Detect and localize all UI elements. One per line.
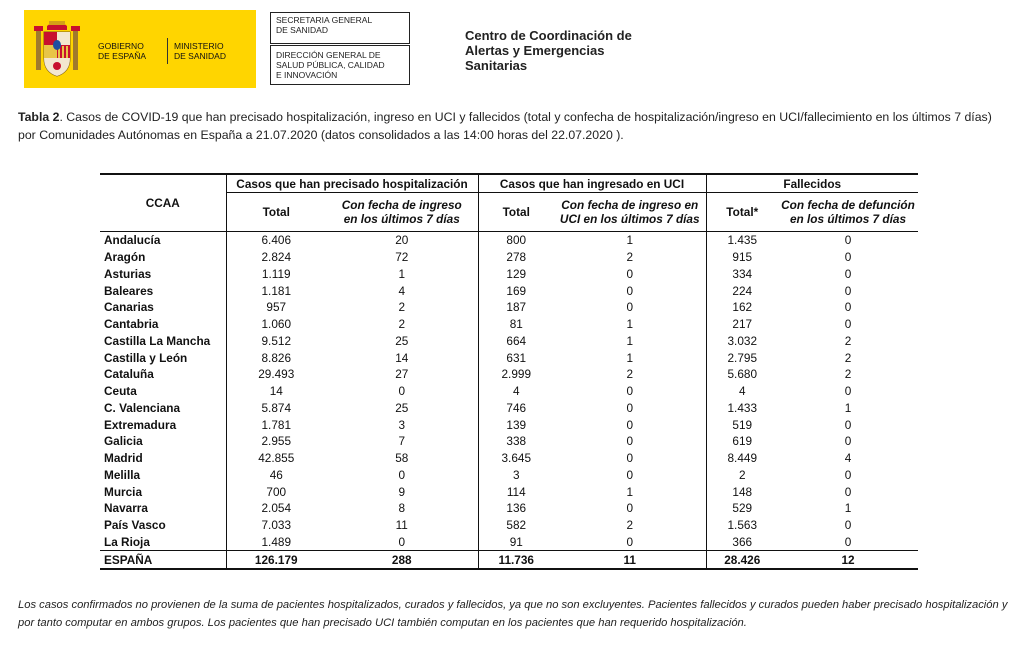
cell-deaths-7d: 0 <box>844 434 852 449</box>
cell-deaths-7d: 0 <box>844 317 852 332</box>
cell-deaths-total: 2.795 <box>706 349 778 366</box>
table-body <box>100 232 918 570</box>
direccion-line-2: SALUD PÚBLICA, CALIDAD <box>276 60 385 70</box>
cell-ccaa: Ceuta <box>104 384 137 399</box>
cell-hosp-7d: 58 <box>395 451 409 466</box>
center-title-line-2: Alertas y Emergencias <box>465 43 605 58</box>
cell-hosp-7d: 1 <box>398 266 406 281</box>
direccion-line-1: DIRECCIÓN GENERAL DE <box>276 50 381 60</box>
cell-hosp-7d: 20 <box>395 233 409 248</box>
table-row <box>100 500 918 517</box>
header-icu-7d-line-2: UCI en los últimos 7 días <box>559 212 700 226</box>
center-title-line-1: Centro de Coordinación de <box>465 28 632 43</box>
cell-deaths-total: 8.449 <box>706 450 778 467</box>
cell-hosp-7d: 0 <box>398 467 406 482</box>
government-logo <box>24 10 256 88</box>
cell-ccaa: Navarra <box>104 501 148 516</box>
cell-hosp-7d: 25 <box>395 333 409 348</box>
cell-deaths-7d: 0 <box>844 266 852 281</box>
cell-ccaa: Asturias <box>104 266 152 281</box>
cell-hosp-7d: 9 <box>398 484 406 499</box>
cell-icu-7d: 0 <box>626 417 634 432</box>
cell-ccaa: Aragón <box>104 250 146 265</box>
cell-ccaa: Extremadura <box>104 417 177 432</box>
cell-ccaa: Castilla La Mancha <box>104 333 211 348</box>
cell-hosp-7d: 27 <box>395 367 409 382</box>
header-hosp-total: Total <box>226 193 326 232</box>
cell-icu-total: 11.736 <box>478 551 554 570</box>
cell-hosp-total: 42.855 <box>226 450 326 467</box>
table-row <box>100 400 918 417</box>
table-row <box>100 349 918 366</box>
center-title <box>465 28 632 73</box>
cell-icu-total: 338 <box>478 433 554 450</box>
cell-deaths-total: 1.433 <box>706 400 778 417</box>
table-row <box>100 433 918 450</box>
cell-hosp-total: 6.406 <box>226 232 326 249</box>
direccion-line-3: E INNOVACIÓN <box>276 70 338 80</box>
cell-deaths-total: 915 <box>706 249 778 266</box>
cell-hosp-total: 5.874 <box>226 400 326 417</box>
cell-ccaa: Cantabria <box>104 317 159 332</box>
cell-hosp-total: 2.955 <box>226 433 326 450</box>
cell-ccaa: Murcia <box>104 484 143 499</box>
cell-deaths-7d: 2 <box>844 367 852 382</box>
cell-deaths-total: 5.680 <box>706 366 778 383</box>
total-row <box>100 551 918 570</box>
cell-deaths-total: 2 <box>706 467 778 484</box>
cell-hosp-7d: 4 <box>398 283 406 298</box>
cell-hosp-7d: 3 <box>398 417 406 432</box>
cell-deaths-total: 162 <box>706 299 778 316</box>
header-icu: Casos que han ingresado en UCI <box>478 174 706 193</box>
cell-icu-total: 800 <box>478 232 554 249</box>
footnote <box>18 596 1010 632</box>
cell-deaths-total: 148 <box>706 483 778 500</box>
ministry-label <box>174 41 226 61</box>
logo-divider <box>167 38 168 64</box>
cell-hosp-total: 7.033 <box>226 517 326 534</box>
cell-icu-total: 129 <box>478 266 554 283</box>
table-row <box>100 366 918 383</box>
caption-text-2: por Comunidades Autónomas en España a 21.07.2020 (datos consolidados a las 14:00 horas del 22.07.2020 ). <box>18 128 624 142</box>
cell-deaths-7d: 0 <box>844 467 852 482</box>
covid-table <box>100 173 918 570</box>
cell-deaths-7d: 0 <box>844 233 852 248</box>
cell-hosp-total: 1.060 <box>226 316 326 333</box>
cell-hosp-total: 1.181 <box>226 282 326 299</box>
cell-icu-total: 582 <box>478 517 554 534</box>
cell-hosp-total: 2.054 <box>226 500 326 517</box>
header-ccaa: CCAA <box>100 174 226 232</box>
cell-hosp-total: 126.179 <box>226 551 326 570</box>
gov-line-2: DE ESPAÑA <box>98 51 147 61</box>
cell-hosp-total: 8.826 <box>226 349 326 366</box>
ministry-line-2: DE SANIDAD <box>174 51 226 61</box>
cell-ccaa: ESPAÑA <box>100 551 226 570</box>
cell-deaths-7d: 1 <box>844 400 852 415</box>
secretaria-line-2: DE SANIDAD <box>276 25 328 35</box>
cell-icu-7d: 11 <box>554 551 706 570</box>
table-row <box>100 316 918 333</box>
cell-icu-7d: 0 <box>626 501 634 516</box>
cell-ccaa: Castilla y León <box>104 350 188 365</box>
table-row <box>100 416 918 433</box>
cell-icu-7d: 2 <box>626 250 634 265</box>
header-deaths-7d-line-1: Con fecha de defunción <box>781 198 915 212</box>
cell-icu-7d: 0 <box>626 534 634 549</box>
cell-deaths-7d: 4 <box>844 451 852 466</box>
direccion-box <box>270 45 410 85</box>
cell-icu-total: 81 <box>478 316 554 333</box>
gov-line-1: GOBIERNO <box>98 41 144 51</box>
cell-icu-7d: 0 <box>626 451 634 466</box>
cell-deaths-total: 334 <box>706 266 778 283</box>
table-row <box>100 483 918 500</box>
cell-icu-total: 3 <box>478 467 554 484</box>
header-deaths-7d-line-2: en los últimos 7 días <box>789 212 907 226</box>
cell-icu-7d: 0 <box>626 467 634 482</box>
header-icu-7d-line-1: Con fecha de ingreso en <box>561 198 699 212</box>
cell-hosp-7d: 0 <box>398 534 406 549</box>
header-hospitalization: Casos que han precisado hospitalización <box>226 174 478 193</box>
table-row <box>100 383 918 400</box>
cell-hosp-total: 1.119 <box>226 266 326 283</box>
cell-deaths-7d: 0 <box>844 417 852 432</box>
cell-icu-7d: 1 <box>626 233 634 248</box>
cell-ccaa: Andalucía <box>104 233 161 248</box>
cell-icu-7d: 0 <box>626 300 634 315</box>
cell-deaths-total: 366 <box>706 534 778 551</box>
cell-hosp-7d: 11 <box>395 518 408 533</box>
cell-hosp-total: 46 <box>226 467 326 484</box>
header-icu-total: Total <box>478 193 554 232</box>
secretaria-box <box>270 12 410 44</box>
cell-icu-7d: 1 <box>626 484 634 499</box>
cell-ccaa: Cataluña <box>104 367 154 382</box>
cell-icu-total: 278 <box>478 249 554 266</box>
cell-icu-total: 4 <box>478 383 554 400</box>
cell-ccaa: C. Valenciana <box>104 400 181 415</box>
cell-icu-7d: 0 <box>626 266 634 281</box>
cell-hosp-7d: 8 <box>398 501 406 516</box>
cell-hosp-7d: 288 <box>326 551 478 570</box>
cell-icu-total: 2.999 <box>478 366 554 383</box>
secretaria-line-1: SECRETARIA GENERAL <box>276 15 373 25</box>
cell-deaths-total: 28.426 <box>706 551 778 570</box>
cell-deaths-7d: 2 <box>844 350 852 365</box>
cell-ccaa: Galicia <box>104 434 143 449</box>
cell-icu-7d: 0 <box>626 434 634 449</box>
cell-deaths-total: 3.032 <box>706 333 778 350</box>
cell-hosp-7d: 14 <box>395 350 409 365</box>
cell-hosp-7d: 2 <box>398 317 406 332</box>
cell-hosp-total: 14 <box>226 383 326 400</box>
header-deaths-7d <box>778 193 918 232</box>
cell-deaths-total: 1.435 <box>706 232 778 249</box>
cell-icu-total: 187 <box>478 299 554 316</box>
header-hosp-7d-line-1: Con fecha de ingreso <box>341 198 462 212</box>
cell-icu-7d: 2 <box>626 518 634 533</box>
cell-icu-7d: 1 <box>626 317 634 332</box>
header-icu-7d <box>554 193 706 232</box>
cell-ccaa: Melilla <box>104 467 141 482</box>
table-row <box>100 249 918 266</box>
cell-hosp-total: 9.512 <box>226 333 326 350</box>
cell-hosp-7d: 72 <box>395 250 409 265</box>
cell-deaths-7d: 2 <box>844 333 852 348</box>
cell-hosp-total: 1.781 <box>226 416 326 433</box>
cell-icu-total: 91 <box>478 534 554 551</box>
header-hosp-7d-line-2: en los últimos 7 días <box>343 212 460 226</box>
cell-hosp-total: 29.493 <box>226 366 326 383</box>
caption-text-1: . Casos de COVID-19 que han precisado hospitalización, ingreso en UCI y fallecidos (total y confecha de hospitalización/ingreso en UCI/fallecimiento en los últimos 7 días) <box>59 110 992 124</box>
cell-deaths-7d: 0 <box>844 250 852 265</box>
cell-icu-total: 136 <box>478 500 554 517</box>
cell-deaths-total: 619 <box>706 433 778 450</box>
cell-deaths-7d: 0 <box>844 300 852 315</box>
cell-icu-total: 139 <box>478 416 554 433</box>
cell-hosp-total: 700 <box>226 483 326 500</box>
cell-icu-total: 169 <box>478 282 554 299</box>
cell-hosp-7d: 25 <box>395 400 409 415</box>
cell-ccaa: Madrid <box>104 451 143 466</box>
government-label <box>98 41 146 61</box>
cell-deaths-total: 217 <box>706 316 778 333</box>
footnote-line-2: por tanto computar en ambos grupos. Los pacientes que han precisado UCI también computan en los pacientes que han requerido hospitalización. <box>18 617 747 629</box>
center-title-line-3: Sanitarias <box>465 58 528 73</box>
cell-deaths-total: 519 <box>706 416 778 433</box>
cell-deaths-total: 529 <box>706 500 778 517</box>
table-row <box>100 333 918 350</box>
footnote-line-1: Los casos confirmados no provienen de la suma de pacientes hospitalizados, curados y fallecidos, ya que no son excluyentes. Pacientes fallecidos y curados pueden haber precisado hospitalización y <box>18 599 1008 611</box>
cell-deaths-7d: 12 <box>778 551 918 570</box>
table-row <box>100 266 918 283</box>
cell-deaths-total: 4 <box>706 383 778 400</box>
cell-deaths-7d: 0 <box>844 534 852 549</box>
table-row <box>100 534 918 551</box>
cell-deaths-7d: 0 <box>844 384 852 399</box>
cell-deaths-7d: 0 <box>844 283 852 298</box>
cell-icu-7d: 0 <box>626 384 634 399</box>
cell-icu-7d: 1 <box>626 333 634 348</box>
table-row <box>100 517 918 534</box>
cell-hosp-7d: 2 <box>398 300 406 315</box>
cell-icu-total: 114 <box>478 483 554 500</box>
table-row <box>100 282 918 299</box>
cell-hosp-total: 1.489 <box>226 534 326 551</box>
cell-icu-total: 3.645 <box>478 450 554 467</box>
cell-icu-total: 631 <box>478 349 554 366</box>
cell-ccaa: La Rioja <box>104 534 150 549</box>
coat-of-arms-icon <box>34 18 80 80</box>
cell-icu-7d: 0 <box>626 283 634 298</box>
cell-ccaa: Baleares <box>104 283 154 298</box>
caption-label: Tabla 2 <box>18 110 60 124</box>
cell-hosp-total: 2.824 <box>226 249 326 266</box>
cell-deaths-total: 1.563 <box>706 517 778 534</box>
cell-hosp-7d: 0 <box>398 384 406 399</box>
table-row <box>100 232 918 249</box>
cell-hosp-7d: 7 <box>398 434 406 449</box>
cell-deaths-7d: 1 <box>844 501 852 516</box>
header-deaths-total: Total* <box>706 193 778 232</box>
cell-ccaa: País Vasco <box>104 518 166 533</box>
cell-icu-7d: 1 <box>626 350 634 365</box>
table-row <box>100 467 918 484</box>
header-hosp-7d <box>326 193 478 232</box>
cell-deaths-total: 224 <box>706 282 778 299</box>
cell-icu-total: 746 <box>478 400 554 417</box>
table-row <box>100 299 918 316</box>
cell-deaths-7d: 0 <box>844 484 852 499</box>
cell-icu-7d: 2 <box>626 367 634 382</box>
cell-deaths-7d: 0 <box>844 518 852 533</box>
table-row <box>100 450 918 467</box>
cell-hosp-total: 957 <box>226 299 326 316</box>
ministry-line-1: MINISTERIO <box>174 41 224 51</box>
cell-icu-total: 664 <box>478 333 554 350</box>
header-deaths: Fallecidos <box>706 174 918 193</box>
table-caption <box>18 108 1008 144</box>
cell-icu-7d: 0 <box>626 400 634 415</box>
cell-ccaa: Canarias <box>104 300 154 315</box>
